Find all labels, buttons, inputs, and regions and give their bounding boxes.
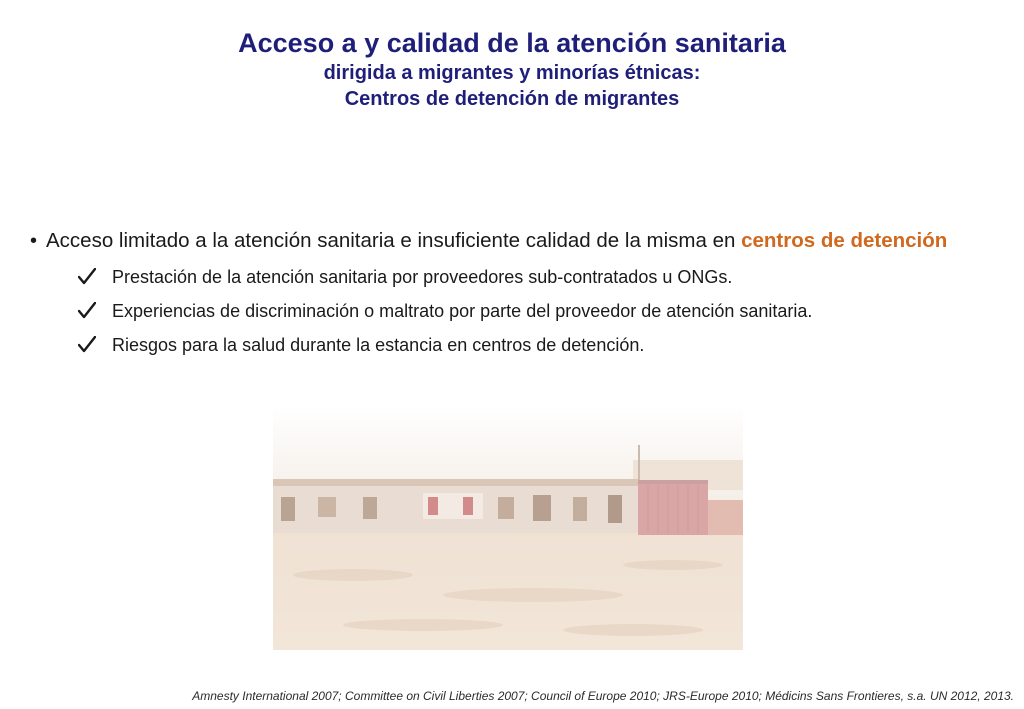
checkmark-icon [78,332,112,353]
checkmark-icon [78,298,112,319]
citation-footer: Amnesty International 2007; Committee on Civil Liberties 2007; Council of Europe 2010; JRS-Europe 2010; Médicins Sans Frontieres, s.a. UN 2012, 2013. [192,689,1014,703]
bullet-dot-icon: • [30,230,38,252]
main-bullet-text: Acceso limitado a la atención sanitaria e insuficiente calidad de la misma en [46,229,742,252]
sub-bullet-1 [78,264,1010,290]
page-title: Acceso a y calidad de la atención sanitaria [238,28,786,58]
sub-bullet-3 [78,332,1010,358]
detention-center-photo [273,405,743,650]
main-bullet-highlight: centros de detención [741,229,948,252]
page-subtitle-line-1: dirigida a migrantes y minorías étnicas: [323,62,701,84]
sub-bullet-text: Prestación de la atención sanitaria por proveedores sub-contratados u ONGs. [112,267,733,287]
checkmark-icon [78,264,112,285]
sub-bullet-text: Riesgos para la salud durante la estancia en centros de detención. [112,335,645,355]
page-subtitle-line-2: Centros de detención de migrantes [344,88,680,110]
bullet-list [30,226,1010,358]
main-bullet [30,226,1010,256]
main-bullet-text-wrapper [46,226,947,256]
sub-bullet-text: Experiencias de discriminación o maltrato por parte del proveedor de atención sanitaria. [112,301,813,321]
sub-bullet-2 [78,298,1010,324]
title-block [0,26,1024,112]
